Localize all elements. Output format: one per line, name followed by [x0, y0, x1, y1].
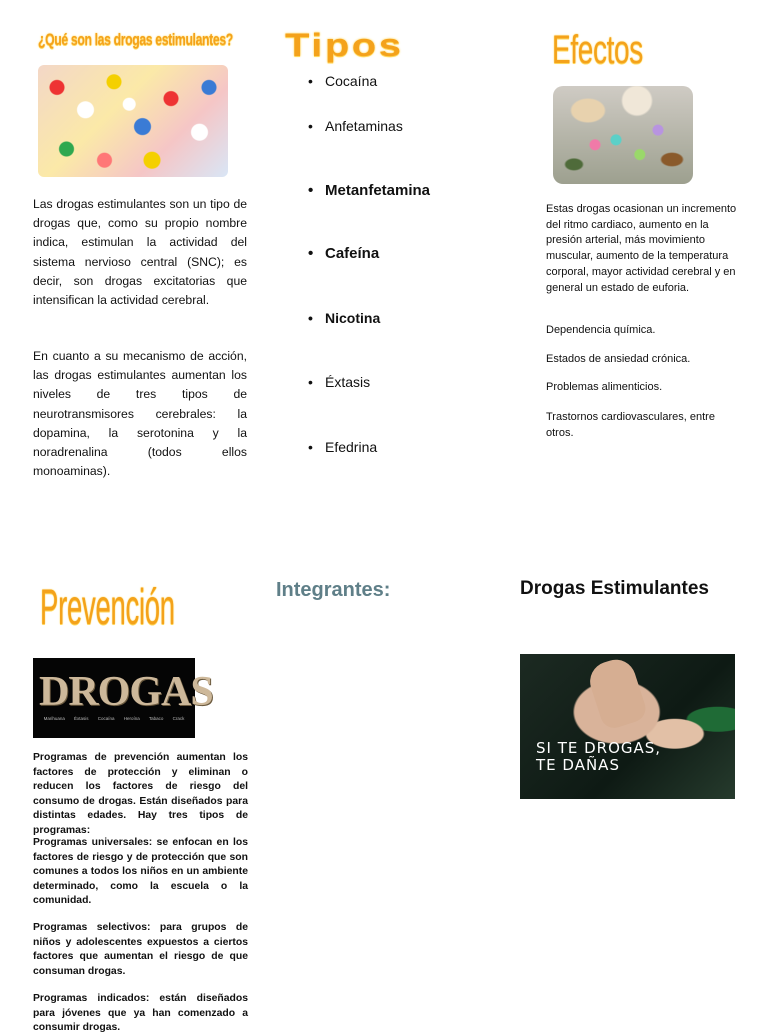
prev-para: Programas de prevención aumentan los factores de protección y eliminan o reducen los factores de riesgo del consumo de drogas. Están diseñados para distintas edades. Hay tres tipos de programas: [33, 752, 248, 836]
prev-para: Programas indicados: están diseñados para jóvenes que ya han comenzado a consumir drogas. [33, 993, 248, 1034]
list-item: • Cafeína [325, 245, 379, 262]
drug-label: Éxtasis [74, 716, 89, 721]
list-item: • Metanfetamina [325, 182, 430, 199]
drogas-image-labels [39, 716, 189, 721]
efectos-heading: Efectos [552, 28, 643, 72]
pills-image [38, 65, 228, 177]
stop-drugs-image [520, 654, 735, 799]
drogas-image [33, 658, 213, 738]
effect-item: Problemas alimenticios. [546, 381, 663, 393]
prev-para: Programas selectivos: para grupos de niños y adolescentes expuestos a ciertos factores que aumentan el riesgo de que consuman drogas. [33, 922, 248, 977]
col1-heading: ¿Qué son las drogas estimulantes? [38, 30, 233, 49]
cover-title: Drogas Estimulantes [520, 578, 709, 599]
list-item: • Efedrina [325, 439, 377, 455]
list-item: • Éxtasis [325, 374, 370, 390]
tipos-heading: Tipos [285, 27, 404, 63]
col1-para1: Las drogas estimulantes son un tipo de drogas que, como su propio nombre indica, estimulan la actividad del sistema nervioso central (SNC); es decir, son drogas excitatorias que intensifican la actividad cerebral. [33, 197, 247, 308]
list-item: • Nicotina [325, 310, 380, 326]
drug-label: Cocaína [97, 716, 115, 721]
drug-label: Marihuana [43, 716, 65, 721]
drug-label: Crack [172, 716, 185, 721]
stop-image-text: SI TE DROGAS, TE DAÑAS [536, 739, 662, 774]
list-item: • Cocaína [325, 73, 377, 89]
col1-para2: En cuanto a su mecanismo de acción, las drogas estimulantes aumentan los niveles de tres tipos de neurotransmisores cerebrales: la dopamina, la serotonina y la noradrenalina (todos ellos monoaminas). [33, 349, 247, 479]
integrantes-heading: Integrantes: [276, 579, 391, 601]
drugs-photo [553, 86, 693, 184]
effect-item: Dependencia química. [546, 324, 656, 336]
drug-label: Heroína [123, 716, 140, 721]
drug-label: Tabaco [148, 716, 164, 721]
effect-item: Trastornos cardiovasculares, entre otros. [546, 411, 715, 439]
prev-para: Programas universales: se enfocan en los factores de riesgo y de protección que son comunes a todos los niños en un ambiente determinado, como la escuela o la comunidad. [33, 837, 248, 907]
prevencion-heading: Prevención [40, 579, 175, 635]
effect-item: Estados de ansiedad crónica. [546, 353, 691, 365]
drogas-image-word: DROGAS [39, 669, 213, 715]
col3-para1: Estas drogas ocasionan un incremento del ritmo cardiaco, aumento en la presión arterial, más movimiento muscular, aumento de la temperatura corporal, mayor actividad cerebral y en general un estado de euforia. [546, 203, 737, 294]
list-item: • Anfetaminas [325, 118, 403, 134]
hand-icon [585, 655, 649, 732]
